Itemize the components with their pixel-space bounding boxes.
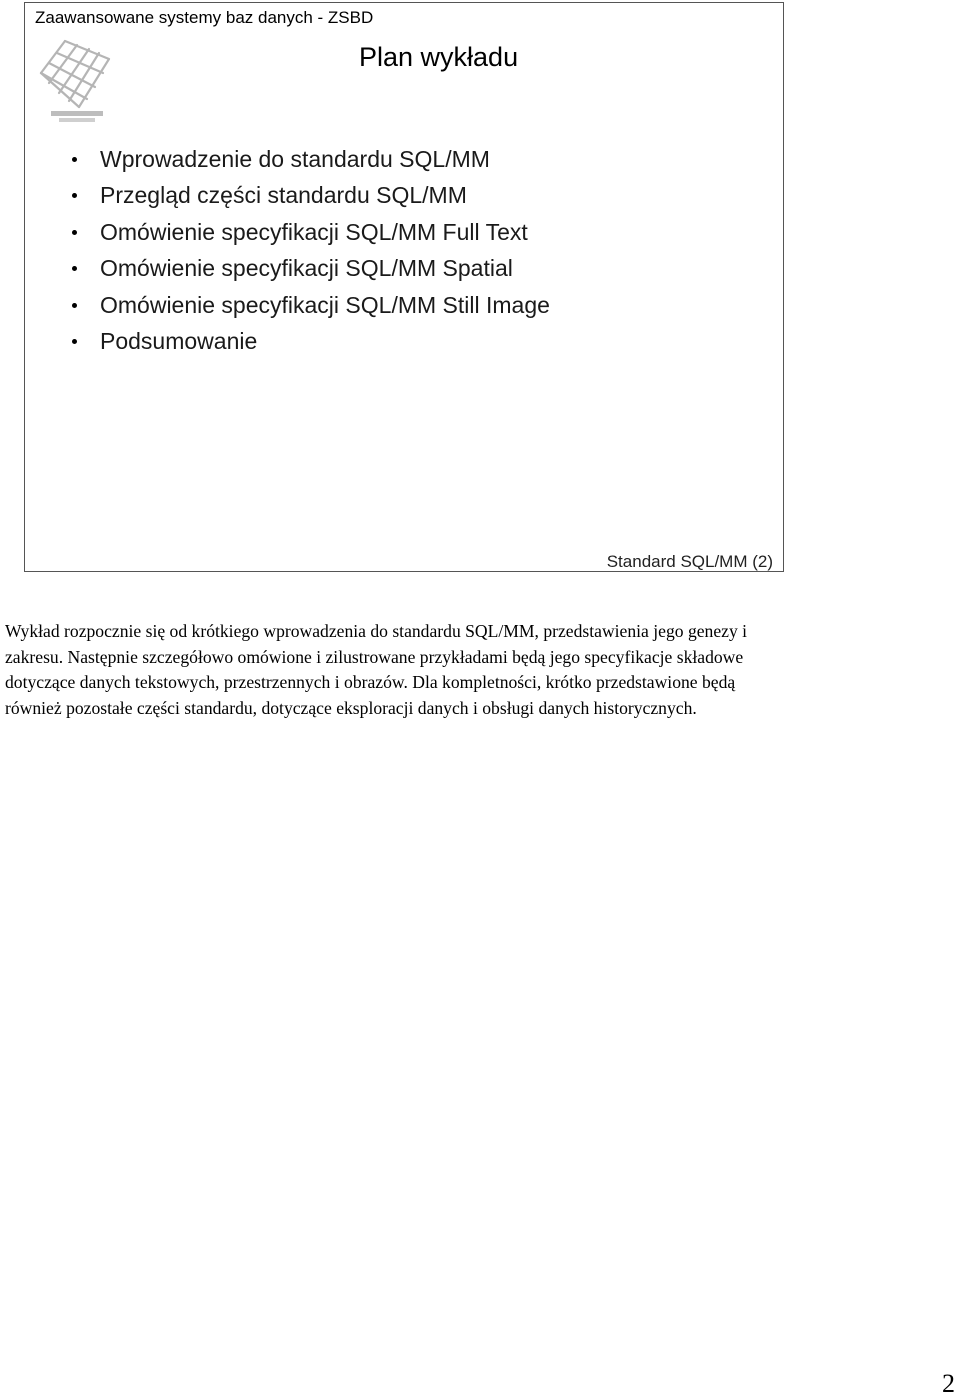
bullet-item: Omówienie specyfikacji SQL/MM Still Image [71,287,550,323]
lecture-notes-paragraph: Wykład rozpocznie się od krótkiego wprowadzenia do standardu SQL/MM, przedstawienia jego genezy i zakresu. Następnie szczegółowo omówione i zilustrowane przykładami będą jego specyfikacje składowe dotyczące danych tekstowych, przestrzennych i obrazów. Dla kompletności, krótko przedstawione będą również pozostałe części standardu, dotyczące eksploracji danych i obsługi danych historycznych. [5,621,748,718]
bullet-item: Podsumowanie [71,323,550,359]
grid-logo-icon [35,33,115,128]
bullet-item: Omówienie specyfikacji SQL/MM Spatial [71,250,550,286]
slide-frame [24,2,784,572]
slide-footer: Standard SQL/MM (2) [606,552,773,571]
slide-bullet-list [71,141,550,359]
slide-header: Zaawansowane systemy baz danych - ZSBD [35,8,374,27]
bullet-item: Omówienie specyfikacji SQL/MM Full Text [71,214,550,250]
slide-title: Plan wykładu [359,42,519,72]
bullet-item: Przegląd części standardu SQL/MM [71,177,550,213]
bullet-item: Wprowadzenie do standardu SQL/MM [71,141,550,177]
page-number: 2 [942,1369,955,1398]
